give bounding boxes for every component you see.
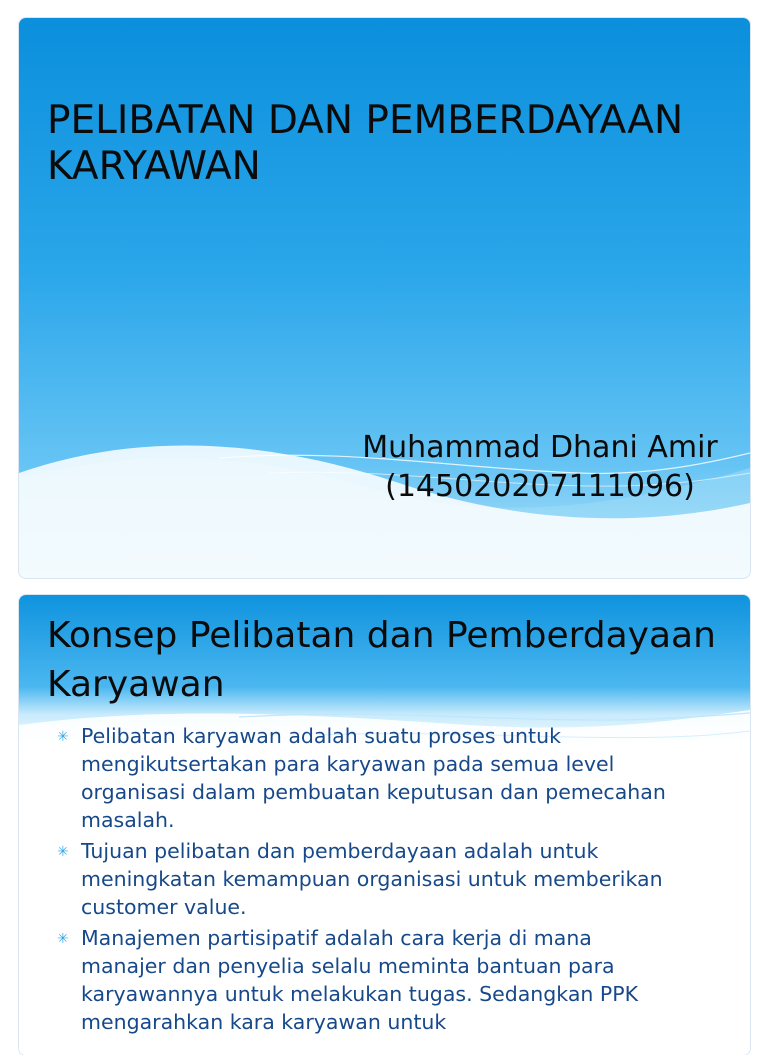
list-item (57, 722, 677, 834)
list-item (57, 924, 677, 1036)
slide-title: PELIBATAN DAN PEMBERDAYAAN KARYAWAN (47, 98, 684, 189)
author-id: (145020207111096) (385, 469, 695, 504)
star-bullet-icon: ✳ (57, 729, 69, 745)
bullet-text: Tujuan pelibatan dan pemberdayaan adalah untuk meningkatan kemampuan organisasi untuk memberikan customer value. (81, 839, 663, 919)
title-slide (19, 18, 750, 578)
author-block (339, 428, 741, 506)
bullet-list (57, 722, 677, 1039)
content-slide (19, 595, 750, 1055)
bullet-text: Pelibatan karyawan adalah suatu proses untuk mengikutsertakan para karyawan pada semua level organisasi dalam pembuatan keputusan dan pemecahan masalah. (81, 724, 666, 832)
list-item (57, 837, 677, 921)
slide-title: Konsep Pelibatan dan Pemberdayaan Karyawan (47, 615, 716, 705)
star-bullet-icon: ✳ (57, 931, 69, 947)
author-name: Muhammad Dhani Amir (362, 430, 718, 465)
star-bullet-icon: ✳ (57, 844, 69, 860)
bullet-text: Manajemen partisipatif adalah cara kerja di mana manajer dan penyelia selalu meminta bantuan para karyawannya untuk melakukan tugas. Sedangkan PPK mengarahkan kara karyawan untuk (81, 926, 639, 1034)
